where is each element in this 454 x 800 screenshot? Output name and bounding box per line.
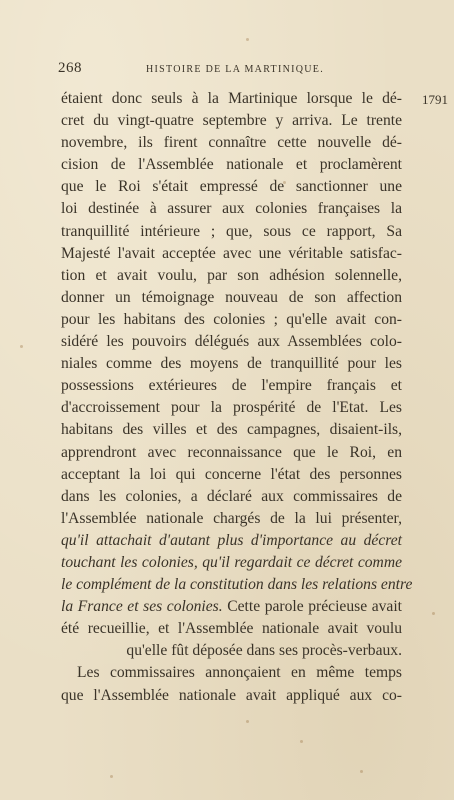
- text-line: dans les colonies, a déclaré aux commissaires de: [61, 487, 402, 505]
- body-text: [61, 88, 413, 707]
- text-line: cret du vingt-quatre septembre y arriva. Le trente: [61, 112, 402, 130]
- text-line: acceptant la loi qui concerne l'état des personnes: [61, 465, 402, 483]
- italic-quote-line: touchant les colonies, qu'il regardait ce décret comme: [61, 553, 402, 571]
- italic-quote-line: le complément de la constitution dans les relations entre: [61, 576, 413, 594]
- text-line: que l'Assemblée nationale avait appliqué aux co-: [61, 686, 402, 704]
- paper-spot: [246, 720, 249, 723]
- page-header: [58, 60, 398, 78]
- italic-quote-line: qu'il attachait d'autant plus d'importance au décret: [61, 531, 402, 549]
- mixed-line: [61, 596, 402, 618]
- text-line: étaient donc seuls à la Martinique lorsque le dé-: [61, 90, 402, 107]
- text-line: l'Assemblée nationale chargés de la lui présenter,: [61, 509, 402, 527]
- text-line: cision de l'Assemblée nationale et proclamèrent: [61, 156, 402, 174]
- text-line: été recueillie, et l'Assemblée nationale avait voulu: [61, 620, 402, 638]
- paper-spot: [20, 345, 23, 348]
- text-line: sidéré les pouvoirs délégués aux Assemblées colo-: [61, 333, 402, 351]
- text-line: que le Roi s'était empressé de sanctionner une: [61, 178, 402, 196]
- text-line: tranquillité intérieure ; que, sous ce rapport, Sa: [61, 222, 402, 240]
- paper-spot: [110, 775, 113, 778]
- paper-spot: [300, 740, 303, 743]
- paper-spot: [360, 770, 363, 773]
- italic-quote-end: la France et ses colonies.: [61, 598, 223, 616]
- paper-spot: [246, 38, 249, 41]
- text-line: possessions extérieures de l'empire français et: [61, 377, 402, 395]
- text-line: loi destinée à assurer aux colonies françaises la: [61, 200, 402, 218]
- page-number: 268: [58, 60, 82, 76]
- text-line: habitans des villes et des campagnes, disaient-ils,: [61, 421, 402, 439]
- margin-year-note: 1791: [422, 92, 448, 107]
- text-line: d'accroissement pour la prospérité de l'Etat. Les: [61, 399, 402, 417]
- text-line: Majesté l'avait acceptée avec une véritable satisfac-: [61, 244, 402, 262]
- text-segment: Cette parole précieuse avait: [222, 598, 403, 616]
- text-line: novembre, ils firent connaître cette nouvelle dé-: [61, 134, 402, 152]
- text-line: tion et avait voulu, par son adhésion solennelle,: [61, 266, 402, 284]
- text-line: donner un témoignage nouveau de son affection: [61, 288, 402, 306]
- paragraph-end-line: qu'elle fût déposée dans ses procès-verbaux.: [126, 642, 402, 660]
- text-line: apprendront avec reconnaissance que le Roi, en: [61, 443, 402, 461]
- paragraph-start-line: Les commissaires annonçaient en même temps: [77, 664, 402, 682]
- text-line: niales comme des moyens de tranquillité pour les: [61, 355, 402, 373]
- running-title: HISTOIRE DE LA MARTINIQUE.: [146, 64, 325, 75]
- text-line: pour les habitans des colonies ; qu'elle avait con-: [61, 310, 402, 328]
- paper-spot: [432, 612, 435, 615]
